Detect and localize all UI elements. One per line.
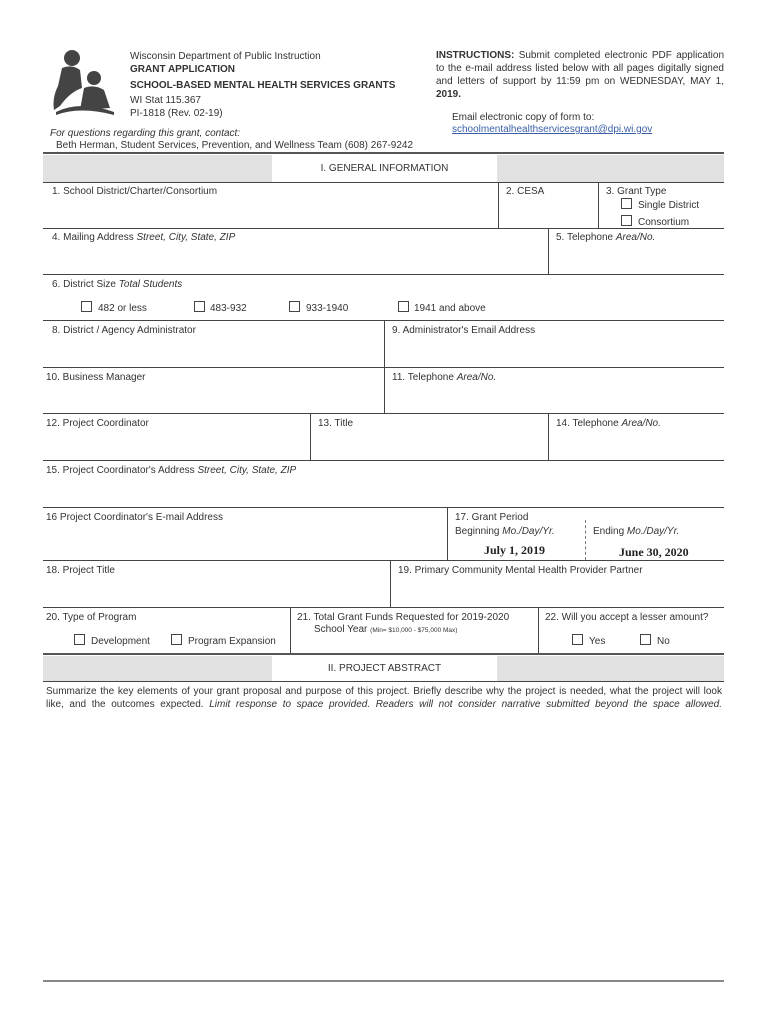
field-5-label: 5. Telephone Area/No. bbox=[556, 232, 656, 243]
field-10-label: 10. Business Manager bbox=[46, 372, 146, 383]
rule bbox=[43, 653, 724, 655]
field-13-label: 13. Title bbox=[318, 418, 354, 429]
lesser-amount-yes-checkbox[interactable] bbox=[572, 634, 583, 645]
abstract-response-area[interactable] bbox=[43, 712, 724, 976]
section2-shade-left bbox=[43, 656, 272, 681]
lesser-amount-yes-label: Yes bbox=[589, 636, 606, 647]
dpi-logo bbox=[50, 48, 118, 116]
field-2-label: 2. CESA bbox=[506, 186, 545, 197]
section1-title: I. GENERAL INFORMATION bbox=[320, 163, 449, 174]
instructions-line1: Submit completed electronic PDF application bbox=[518, 50, 724, 61]
field-17-label: 17. Grant Period bbox=[455, 512, 529, 523]
rule bbox=[585, 520, 586, 560]
field-19-label: 19. Primary Community Mental Health Provider Partner bbox=[398, 565, 643, 576]
rule bbox=[390, 560, 391, 607]
questions-label: For questions regarding this grant, contact: bbox=[50, 128, 241, 139]
instructions-line3: and letters of support by 11:59 pm on WEDNESDAY, MAY 1, bbox=[436, 76, 724, 87]
rule bbox=[310, 413, 311, 460]
rule bbox=[498, 182, 499, 228]
grant-period-ending-label: Ending Mo./Day/Yr. bbox=[593, 526, 680, 537]
abstract-instructions bbox=[46, 685, 722, 711]
rule bbox=[43, 681, 724, 682]
rule bbox=[43, 507, 724, 508]
abstract-instructions-line1: Summarize the key elements of your grant proposal and purpose of this project. Briefly describe why the project is needed, what the project will look bbox=[46, 686, 722, 697]
form-number: PI-1818 (Rev. 02-19) bbox=[130, 108, 223, 119]
field-15-label: 15. Project Coordinator's Address Street, City, State, ZIP bbox=[46, 465, 297, 476]
district-size-933-label: 933-1940 bbox=[306, 303, 349, 314]
grant-period-ending-value[interactable]: June 30, 2020 bbox=[619, 545, 689, 559]
rule bbox=[43, 152, 724, 154]
district-size-483-label: 483-932 bbox=[210, 303, 247, 314]
district-size-483-checkbox[interactable] bbox=[194, 301, 205, 312]
program-name: SCHOOL-BASED MENTAL HEALTH SERVICES GRANTS bbox=[130, 80, 396, 91]
field-12-label: 12. Project Coordinator bbox=[46, 418, 149, 429]
district-size-1941-label: 1941 and above bbox=[414, 303, 486, 314]
instructions-label: INSTRUCTIONS: bbox=[436, 50, 515, 61]
district-size-482-label: 482 or less bbox=[98, 303, 147, 314]
rule bbox=[548, 228, 549, 274]
program-development-checkbox[interactable] bbox=[74, 634, 85, 645]
rule bbox=[43, 413, 724, 414]
rule bbox=[290, 607, 291, 653]
program-development-label: Development bbox=[91, 636, 150, 647]
rule bbox=[538, 607, 539, 653]
field-8-label: 8. District / Agency Administrator bbox=[52, 325, 196, 336]
district-size-482-checkbox[interactable] bbox=[81, 301, 92, 312]
rule bbox=[43, 182, 724, 183]
field-9-label: 9. Administrator's Email Address bbox=[392, 325, 536, 336]
field-4-label: 4. Mailing Address Street, City, State, ZIP bbox=[52, 232, 236, 243]
lesser-amount-no-checkbox[interactable] bbox=[640, 634, 651, 645]
grant-period-beginning-value[interactable]: July 1, 2019 bbox=[484, 543, 546, 557]
grant-type-single-label: Single District bbox=[638, 200, 700, 211]
section2-shade-right bbox=[497, 656, 724, 681]
rule bbox=[598, 182, 599, 228]
field-22-label: 22. Will you accept a lesser amount? bbox=[545, 612, 709, 623]
grant-type-consortium-checkbox[interactable] bbox=[621, 215, 632, 226]
section2-title: II. PROJECT ABSTRACT bbox=[327, 663, 442, 674]
rule bbox=[43, 560, 724, 561]
abstract-instructions-line2a: like, and the outcomes expected. bbox=[46, 699, 204, 710]
rule bbox=[548, 413, 549, 460]
submission-email-link[interactable]: schoolmentalhealthservicesgrant@dpi.wi.gov bbox=[452, 124, 653, 135]
rule bbox=[43, 367, 724, 368]
field-18-label: 18. Project Title bbox=[46, 565, 115, 576]
field-14-label: 14. Telephone Area/No. bbox=[556, 418, 661, 429]
program-expansion-checkbox[interactable] bbox=[171, 634, 182, 645]
field-1-label: 1. School District/Charter/Consortium bbox=[52, 186, 218, 197]
instructions bbox=[436, 49, 724, 101]
contact-info: Beth Herman, Student Services, Prevention, and Wellness Team (608) 267-9242 bbox=[56, 140, 414, 151]
field-16-label: 16 Project Coordinator's E-mail Address bbox=[46, 512, 223, 523]
grant-type-single-checkbox[interactable] bbox=[621, 198, 632, 209]
email-label: Email electronic copy of form to: bbox=[452, 112, 595, 123]
field-20-label: 20. Type of Program bbox=[46, 612, 137, 623]
field-3-label: 3. Grant Type bbox=[606, 186, 667, 197]
department-name: Wisconsin Department of Public Instruction bbox=[130, 51, 321, 62]
field-6-label: 6. District Size Total Students bbox=[52, 279, 183, 290]
statute: WI Stat 115.367 bbox=[130, 95, 201, 106]
field-21-label: 21. Total Grant Funds Requested for 2019-2020 bbox=[297, 612, 510, 623]
rule bbox=[447, 507, 448, 560]
grant-type-consortium-label: Consortium bbox=[638, 217, 690, 228]
rule bbox=[43, 228, 724, 229]
rule bbox=[43, 980, 724, 982]
district-size-1941-checkbox[interactable] bbox=[398, 301, 409, 312]
section1-shade-left bbox=[43, 155, 272, 182]
abstract-instructions-line2b: Limit response to space provided. Readers will not consider narrative submitted beyond the space allowed. bbox=[209, 699, 723, 710]
grant-period-beginning-label: Beginning Mo./Day/Yr. bbox=[455, 526, 555, 537]
field-11-label: 11. Telephone Area/No. bbox=[392, 372, 497, 383]
lesser-amount-no-label: No bbox=[657, 636, 670, 647]
program-expansion-label: Program Expansion bbox=[188, 636, 276, 647]
district-size-933-checkbox[interactable] bbox=[289, 301, 300, 312]
field-21-label-line2: School Year (Min= $10,000 - $75,000 Max) bbox=[314, 624, 458, 635]
instructions-line2: to the e-mail address listed below with all pages digitally signed bbox=[436, 63, 724, 74]
rule bbox=[43, 607, 724, 608]
instructions-line4: 2019. bbox=[436, 89, 462, 100]
form-title: GRANT APPLICATION bbox=[130, 64, 235, 75]
rule bbox=[43, 274, 724, 275]
rule bbox=[43, 460, 724, 461]
section1-shade-right bbox=[497, 155, 724, 182]
